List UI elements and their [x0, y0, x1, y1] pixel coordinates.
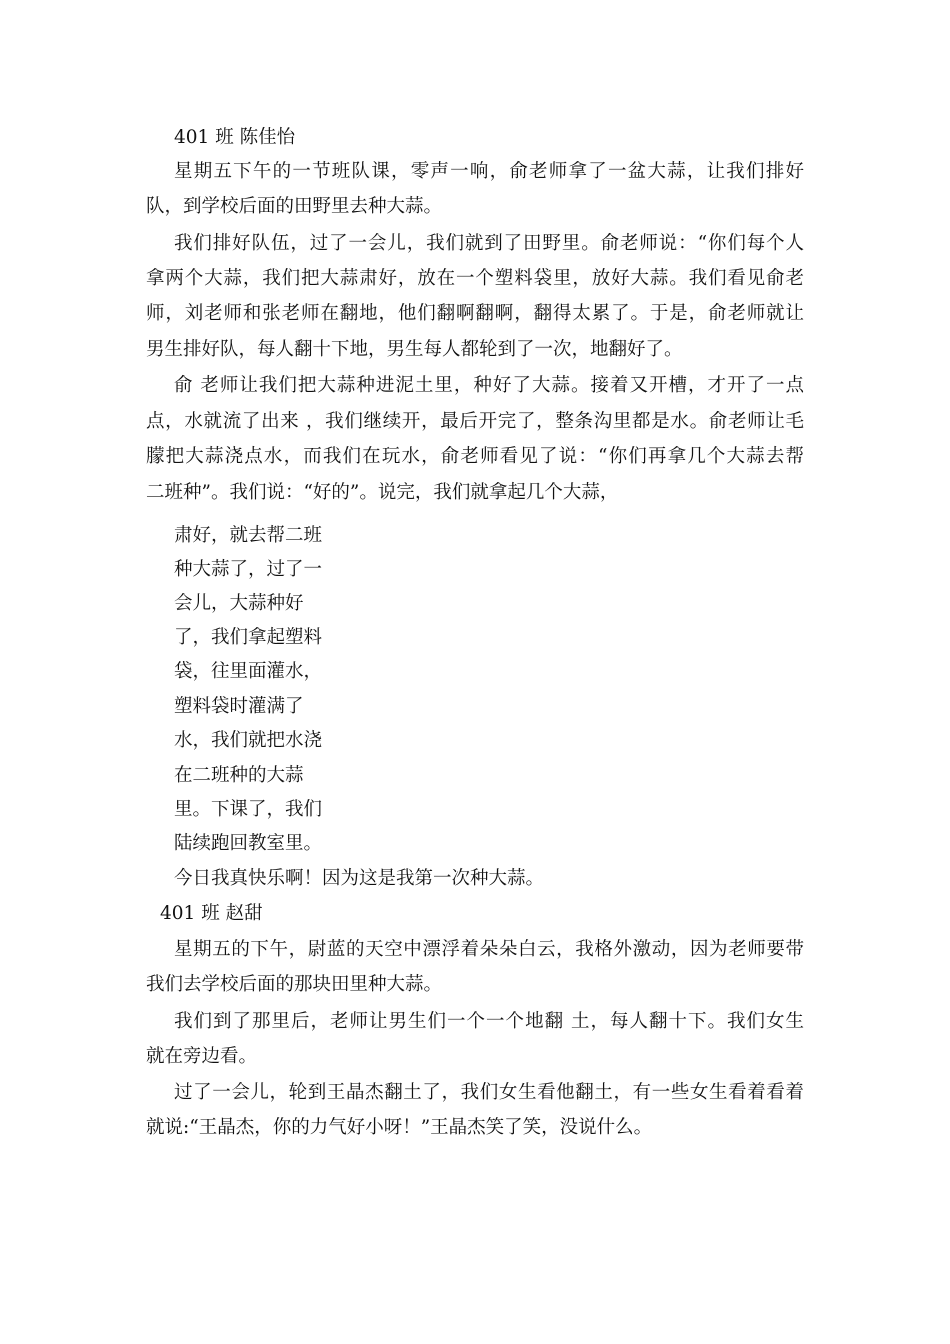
essay1-line-3: 我们排好队伍，过了一会儿，我们就到了田野里。俞老师说：“你们每个人: [174, 233, 804, 254]
essay1-line-19: 里。下课了，我们: [174, 799, 323, 820]
essay1-line-17: 水，我们就把水浇: [174, 730, 323, 751]
essay1-line-5: 师，刘老师和张老师在翻地，他们翻啊翻啊，翻得太累了。于是，俞老师就让: [146, 303, 804, 324]
essay2-line-4: 就在旁边看。: [146, 1046, 258, 1067]
essay2-line-3: 我们到了那里后，老师让男生们一个一个地翻 土，每人翻十下。我们女生: [174, 1011, 804, 1032]
essay1-line-15: 袋，往里面灌水，: [174, 661, 323, 682]
essay1-line-18: 在二班种的大蒜: [174, 765, 304, 786]
essay1-line-7: 俞 老师让我们把大蒜种进泥土里，种好了大蒜。接着又开槽，才开了一点: [174, 375, 804, 396]
essay1-line-14: 了，我们拿起塑料: [174, 627, 323, 648]
essay1-line-1: 星期五下午的一节班队课，零声一响，俞老师拿了一盆大蒜，让我们排好: [174, 161, 804, 182]
essay2-line-5: 过了一会儿，轮到王晶杰翻土了，我们女生看他翻土，有一些女生看着看着: [174, 1082, 804, 1103]
essay2-line-2: 我们去学校后面的那块田里种大蒜。: [146, 974, 443, 995]
essay1-line-12: 种大蒜了，过了一: [174, 559, 323, 580]
essay1-line-6: 男生排好队，每人翻十下地，男生每人都轮到了一次，地翻好了。: [146, 339, 683, 360]
essay1-line-2: 队，到学校后面的田野里去种大蒜。: [146, 196, 443, 217]
essay1-line-20: 陆续跑回教室里。: [174, 833, 323, 854]
essay1-line-11: 肃好，就去帮二班: [174, 525, 323, 546]
essay1-byline: 401 班 陈佳怡: [174, 127, 296, 148]
essay2-line-6: 就说:“王晶杰，你的力气好小呀！”王晶杰笑了笑，没说什么。: [146, 1117, 653, 1138]
essay1-line-4: 拿两个大蒜，我们把大蒜肃好，放在一个塑料袋里，放好大蒜。我们看见俞老: [146, 268, 804, 289]
essay1-line-10: 二班种”。我们说：“好的”。说完，我们就拿起几个大蒜，: [146, 482, 619, 503]
essay1-line-16: 塑料袋时灌满了: [174, 696, 304, 717]
essay1-line-8: 点，水就流了出来 ，我们继续开，最后开完了，整条沟里都是水。俞老师让毛: [146, 411, 804, 432]
essay1-line-9: 朦把大蒜浇点水，而我们在玩水，俞老师看见了说：“你们再拿几个大蒜去帮: [146, 446, 804, 467]
essay1-line-13: 会儿，大蒜种好: [174, 593, 304, 614]
essay2-line-1: 星期五的下午，尉蓝的天空中漂浮着朵朵白云，我格外激动，因为老师要带: [174, 939, 804, 960]
essay2-byline: 401 班 赵甜: [160, 903, 263, 924]
essay1-line-21: 今日我真快乐啊！因为这是我第一次种大蒜。: [174, 868, 545, 889]
